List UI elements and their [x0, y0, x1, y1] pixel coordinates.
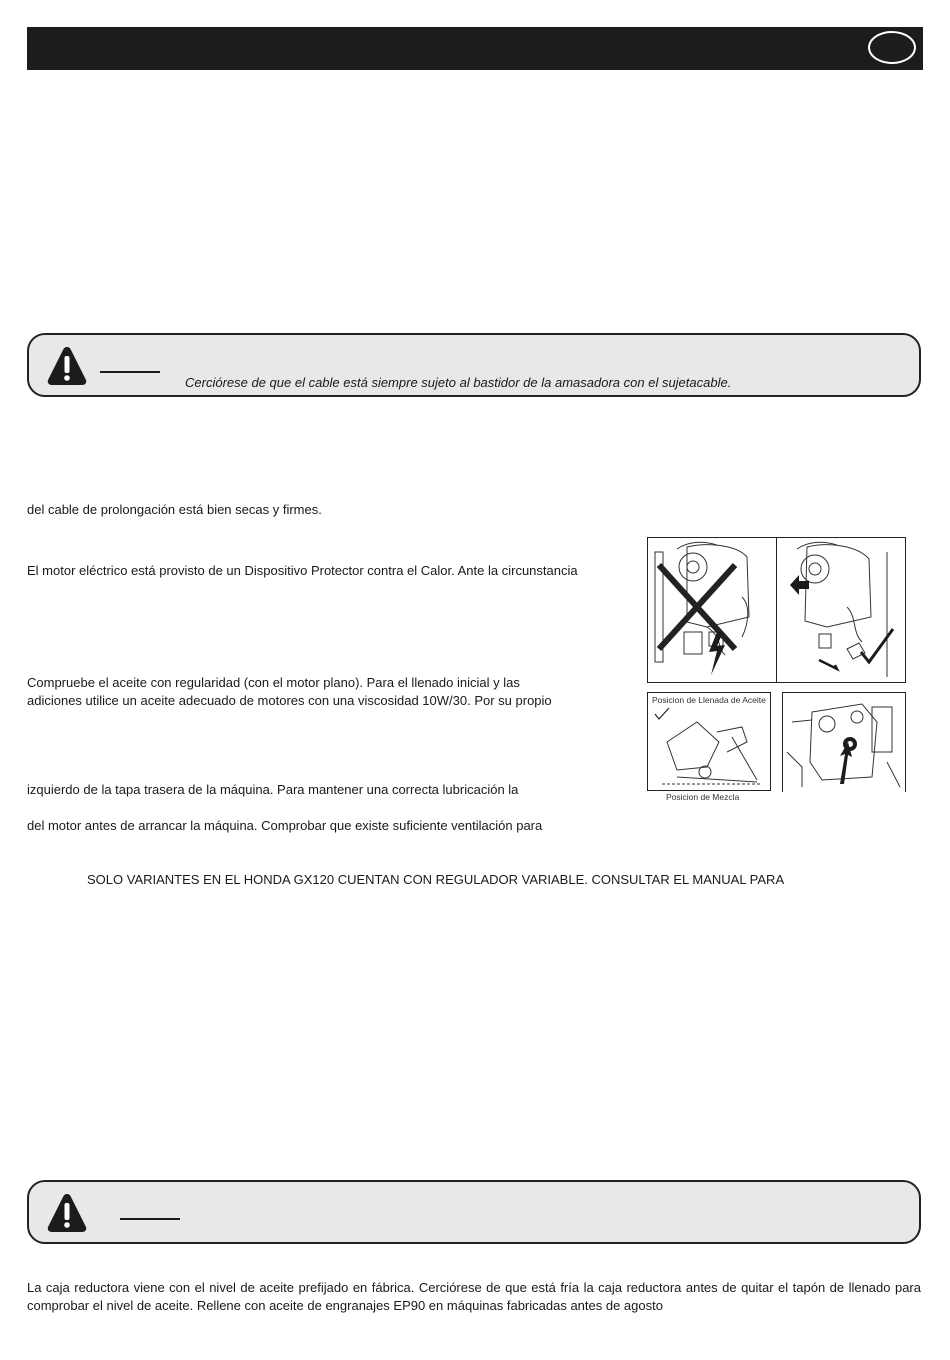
paragraph-honda: SOLO VARIANTES EN EL HONDA GX120 CUENTAN CON REGULADOR VARIABLE. CONSULTAR EL MANUAL PARA — [87, 872, 785, 887]
plug-disconnect-figure — [647, 537, 907, 683]
paragraph-motor: El motor eléctrico está provisto de un Dispositivo Protector contra el Calor. Ante la circunstancia — [27, 563, 578, 578]
warning-text: Cerciórese de que el cable está siempre sujeto al bastidor de la amasadora con el sujetacable. — [185, 375, 732, 390]
warning-title-line — [120, 1218, 180, 1220]
language-badge — [868, 31, 916, 64]
warning-triangle-icon — [45, 344, 89, 388]
warning-title-line — [100, 371, 160, 373]
mix-position-caption: Posicion de Mezcla — [666, 792, 740, 802]
paragraph-gearbox: La caja reductora viene con el nivel de aceite prefijado en fábrica. Cerciórese de que está fría la caja reductora antes de quitar el tapón de llenado para comprobar el nivel de aceite. Rellene con aceite de engranajes EP90 en máquinas fabricadas antes de agosto — [27, 1280, 921, 1313]
paragraph-engine: del motor antes de arrancar la máquina. Comprobar que existe suficiente ventilación para — [27, 818, 543, 833]
page-header-bar — [27, 27, 923, 70]
warning-box-cable — [27, 333, 921, 397]
paragraph-left-cover: izquierdo de la tapa trasera de la máquina. Para mantener una correcta lubricación la — [27, 782, 519, 797]
warning-box-gearbox — [27, 1180, 921, 1244]
oil-filler-detail-figure — [782, 692, 908, 793]
oil-fill-caption: Posicion de Llenada de Aceite — [652, 695, 766, 705]
paragraph-cable: del cable de prolongación está bien secas y firmes. — [27, 502, 322, 517]
oil-fill-position-figure — [647, 692, 772, 792]
warning-triangle-icon — [45, 1191, 89, 1235]
paragraph-oil-2: adiciones utilice un aceite adecuado de motores con una viscosidad 10W/30. Por su propio — [27, 693, 552, 708]
paragraph-oil-1: Compruebe el aceite con regularidad (con el motor plano). Para el llenado inicial y las — [27, 675, 520, 690]
